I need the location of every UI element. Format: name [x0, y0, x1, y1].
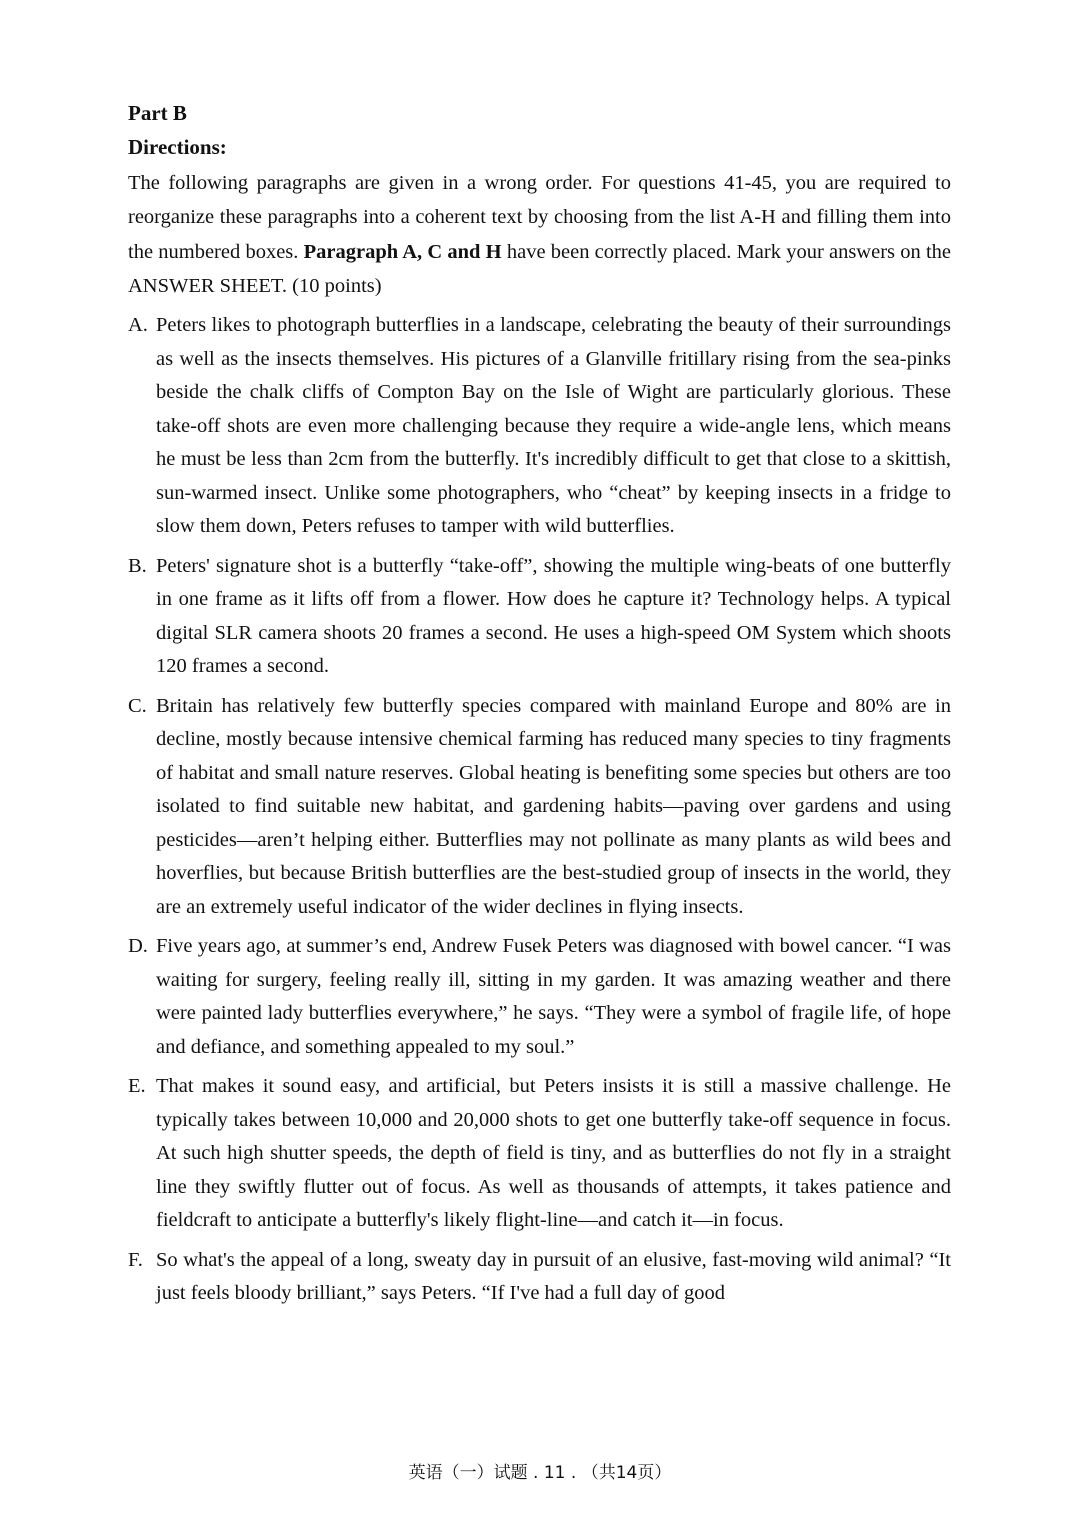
paragraph-letter: C. — [128, 694, 147, 717]
paragraph-text: Peters' signature shot is a butterfly “take-off”, showing the multiple wing-beats of one butterfly in one frame as it lifts off from a flower. How does he capture it? Technology helps. A typical digital SLR camera shoots 20 frames a second. He uses a high-speed OM System which shoots 120 frames a second. — [156, 554, 951, 678]
paragraph-text: Five years ago, at summer’s end, Andrew Fusek Peters was diagnosed with bowel cancer. “I was waiting for surgery, feeling really ill, sitting in my garden. It was amazing weather and there were painted lady butterflies everywhere,” he says. “They were a symbol of fragile life, of hope and defiance, and something appealed to my soul.” — [156, 935, 951, 1058]
paragraph-letter: E. — [128, 1075, 146, 1098]
paragraph-letter: D. — [128, 935, 148, 958]
paragraph-d — [128, 930, 951, 1064]
paragraph-a — [128, 309, 951, 544]
paragraph-f — [128, 1244, 951, 1311]
directions-text-before: The following paragraphs are given in a wrong order. For questions 41-45, you are required to reorganize these paragraphs into a coherent text by choosing from the list A-H and filling them into the numbered boxes. — [128, 172, 951, 263]
paragraph-letter: A. — [128, 314, 148, 337]
paragraph-text: So what's the appeal of a long, sweaty day in pursuit of an elusive, fast-moving wild animal? “It just feels bloody brilliant,” says Peters. “If I've had a full day of good — [156, 1248, 951, 1305]
paragraph-b — [128, 550, 951, 684]
paragraph-text: Britain has relatively few butterfly species compared with mainland Europe and 80% are in decline, mostly because intensive chemical farming has reduced many species to tiny fragments of habitat and small nature reserves. Global heating is benefiting some species but others are too isolated to find suitable new habitat, and gardening habits—paving over gardens and using pesticides—aren’t helping either. Butterflies may not pollinate as many plants as wild bees and hoverflies, but because British butterflies are the best-studied group of insects in the world, they are an extremely useful indicator of the wider declines in flying insects. — [156, 694, 951, 918]
directions-title: Directions: — [128, 135, 227, 159]
paragraph-letter: F. — [128, 1248, 143, 1271]
part-title: Part B — [128, 101, 187, 125]
paragraph-text: Peters likes to photograph butterflies in a landscape, celebrating the beauty of their surroundings as well as the insects themselves. His pictures of a Glanville fritillary rising from the sea-pinks beside the chalk cliffs of Compton Bay on the Isle of Wight are particularly glorious. These take-off shots are even more challenging because they require a wide-angle lens, which means he must be less than 2cm from the butterfly. It's incredibly difficult to get that close to a skittish, sun-warmed insect. Unlike some photographers, who “cheat” by keeping insects in a fridge to slow them down, Peters refuses to tamper with wild butterflies. — [156, 314, 951, 538]
directions-text — [128, 166, 951, 303]
paragraph-c — [128, 690, 951, 925]
page-footer: 英语（一）试题 . 11 . （共14页） — [408, 1463, 672, 1483]
paragraph-letter: B. — [128, 554, 147, 577]
directions-text-bold: Paragraph A, C and H — [303, 240, 502, 263]
paragraph-text: That makes it sound easy, and artificial, but Peters insists it is still a massive challenge. He typically takes between 10,000 and 20,000 shots to get one butterfly take-off sequence in focus. At such high shutter speeds, the depth of field is tiny, and as butterflies do not fly in a straight line they swiftly flutter out of focus. As well as thousands of attempts, it takes patience and fieldcraft to anticipate a butterfly's likely flight-line—and catch it—in focus. — [156, 1075, 951, 1232]
page-content — [128, 96, 951, 1311]
paragraph-e — [128, 1070, 951, 1238]
directions-text-after: have been correctly placed. Mark your answers on the ANSWER SHEET. (10 points) — [128, 240, 951, 297]
